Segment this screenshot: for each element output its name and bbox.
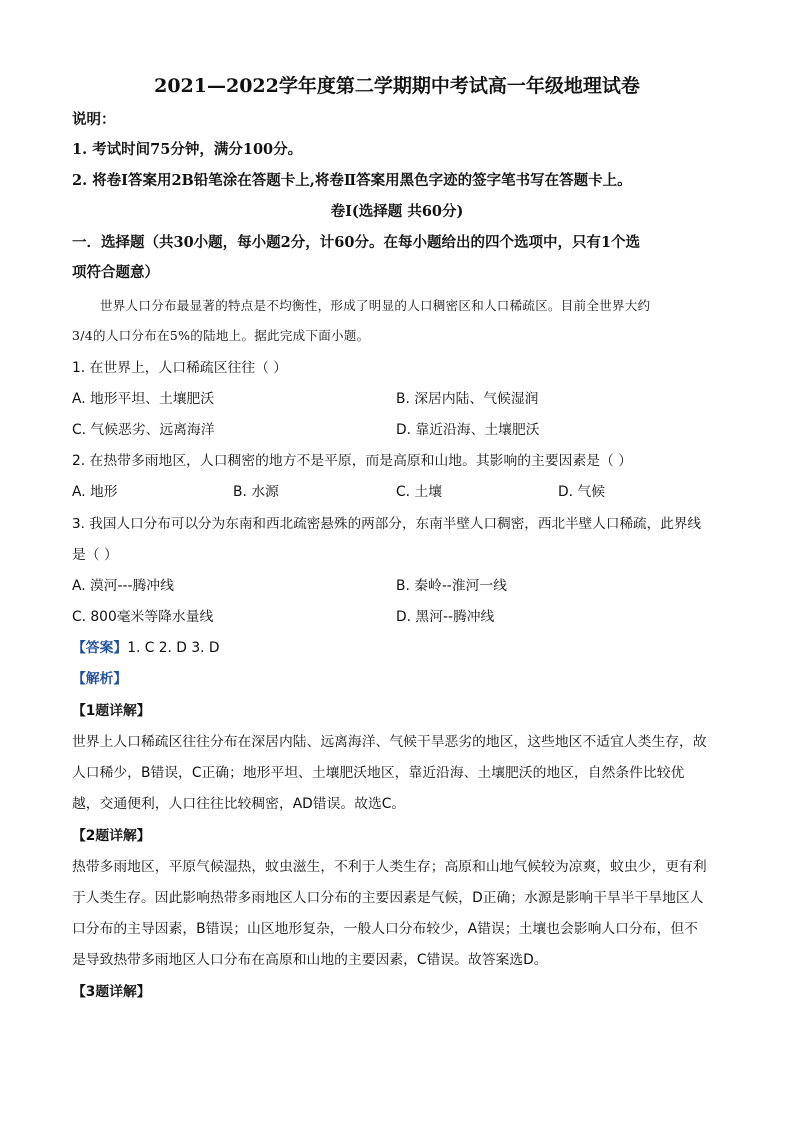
question-3-stem-line-1: 3. 我国人口分布可以分为东南和西北疏密悬殊的两部分，东南半壁人口稠密，西北半壁人口稀疏，此界线 xyxy=(72,516,702,532)
detail-2-line-4: 是导致热带多雨地区人口分布在高原和山地的主要因素，C错误。故答案选D。 xyxy=(72,952,548,968)
question-1-option-a: A. 地形平坦、土壤肥沃 xyxy=(72,391,215,407)
question-3-option-a: A. 漠河---腾冲线 xyxy=(72,578,174,594)
analysis-label: 【解析】 xyxy=(72,671,128,687)
detail-2-line-2: 于人类生存。因此影响热带多雨地区人口分布的主要因素是气候，D正确；水源是影响干旱半干旱地区人 xyxy=(72,890,704,906)
notes-item-1: 1. 考试时间75分钟，满分100分。 xyxy=(72,141,303,158)
part-one-heading-line-2: 项符合题意） xyxy=(72,264,159,281)
answer-label: 【答案】 xyxy=(72,640,128,656)
question-3-stem-line-2: 是（ ） xyxy=(72,547,118,563)
question-2-stem: 2. 在热带多雨地区，人口稠密的地方不是平原，而是高原和山地。其影响的主要因素是（ ） xyxy=(72,453,633,469)
part-one-heading-line-1: 一．选择题（共30小题，每小题2分，计60分。在每小题给出的四个选项中，只有1个选 xyxy=(72,234,641,251)
answer-text: 1. C 2. D 3. D xyxy=(127,640,220,656)
question-2-option-d: D. 气候 xyxy=(558,484,605,500)
detail-2-label: 【2题详解】 xyxy=(72,828,151,844)
page-title: 2021—2022学年度第二学期期中考试高一年级地理试卷 xyxy=(154,75,640,97)
question-1-option-b: B. 深居内陆、气候湿润 xyxy=(396,391,539,407)
detail-1-label: 【1题详解】 xyxy=(72,703,151,719)
question-2-option-c: C. 土壤 xyxy=(396,484,442,500)
question-2-option-a: A. 地形 xyxy=(72,484,118,500)
notes-item-2: 2. 将卷Ⅰ答案用2B铅笔涂在答题卡上,将卷Ⅱ答案用黑色字迹的签字笔书写在答题卡上。 xyxy=(72,172,632,189)
detail-1-line-2: 人口稀少，B错误，C正确；地形平坦、土壤肥沃地区，靠近沿海、土壤肥沃的地区，自然条件比较优 xyxy=(72,765,685,781)
detail-1-line-1: 世界上人口稀疏区往往分布在深居内陆、远离海洋、气候干旱恶劣的地区，这些地区不适宜人类生存，故 xyxy=(72,734,707,750)
detail-2-line-3: 口分布的主导因素，B错误；山区地形复杂，一般人口分布较少，A错误；土壤也会影响人口分布，但不 xyxy=(72,921,698,937)
section-title: 卷Ⅰ(选择题 共60分) xyxy=(330,203,464,220)
notes-heading: 说明： xyxy=(72,111,116,128)
question-1-stem: 1. 在世界上，人口稀疏区往往（ ） xyxy=(72,360,288,376)
question-1-option-c: C. 气候恶劣、远离海洋 xyxy=(72,422,215,438)
question-2-option-b: B. 水源 xyxy=(233,484,279,500)
passage-line-2: 3/4的人口分布在5%的陆地上。据此完成下面小题。 xyxy=(72,328,370,343)
passage-line-1: 世界人口分布最显著的特点是不均衡性，形成了明显的人口稠密区和人口稀疏区。目前全世界大约 xyxy=(100,298,651,313)
question-3-option-c: C. 800毫米等降水量线 xyxy=(72,609,214,625)
question-3-option-b: B. 秦岭--淮河一线 xyxy=(396,578,507,594)
question-3-option-d: D. 黑河--腾冲线 xyxy=(396,609,495,625)
answer-row xyxy=(72,638,220,658)
detail-1-line-3: 越，交通便利，人口往往比较稠密，AD错误。故选C。 xyxy=(72,796,406,812)
detail-2-line-1: 热带多雨地区，平原气候湿热，蚊虫滋生，不利于人类生存；高原和山地气候较为凉爽，蚊虫少，更有利 xyxy=(72,859,707,875)
detail-3-label: 【3题详解】 xyxy=(72,984,151,1000)
question-1-option-d: D. 靠近沿海、土壤肥沃 xyxy=(396,422,540,438)
